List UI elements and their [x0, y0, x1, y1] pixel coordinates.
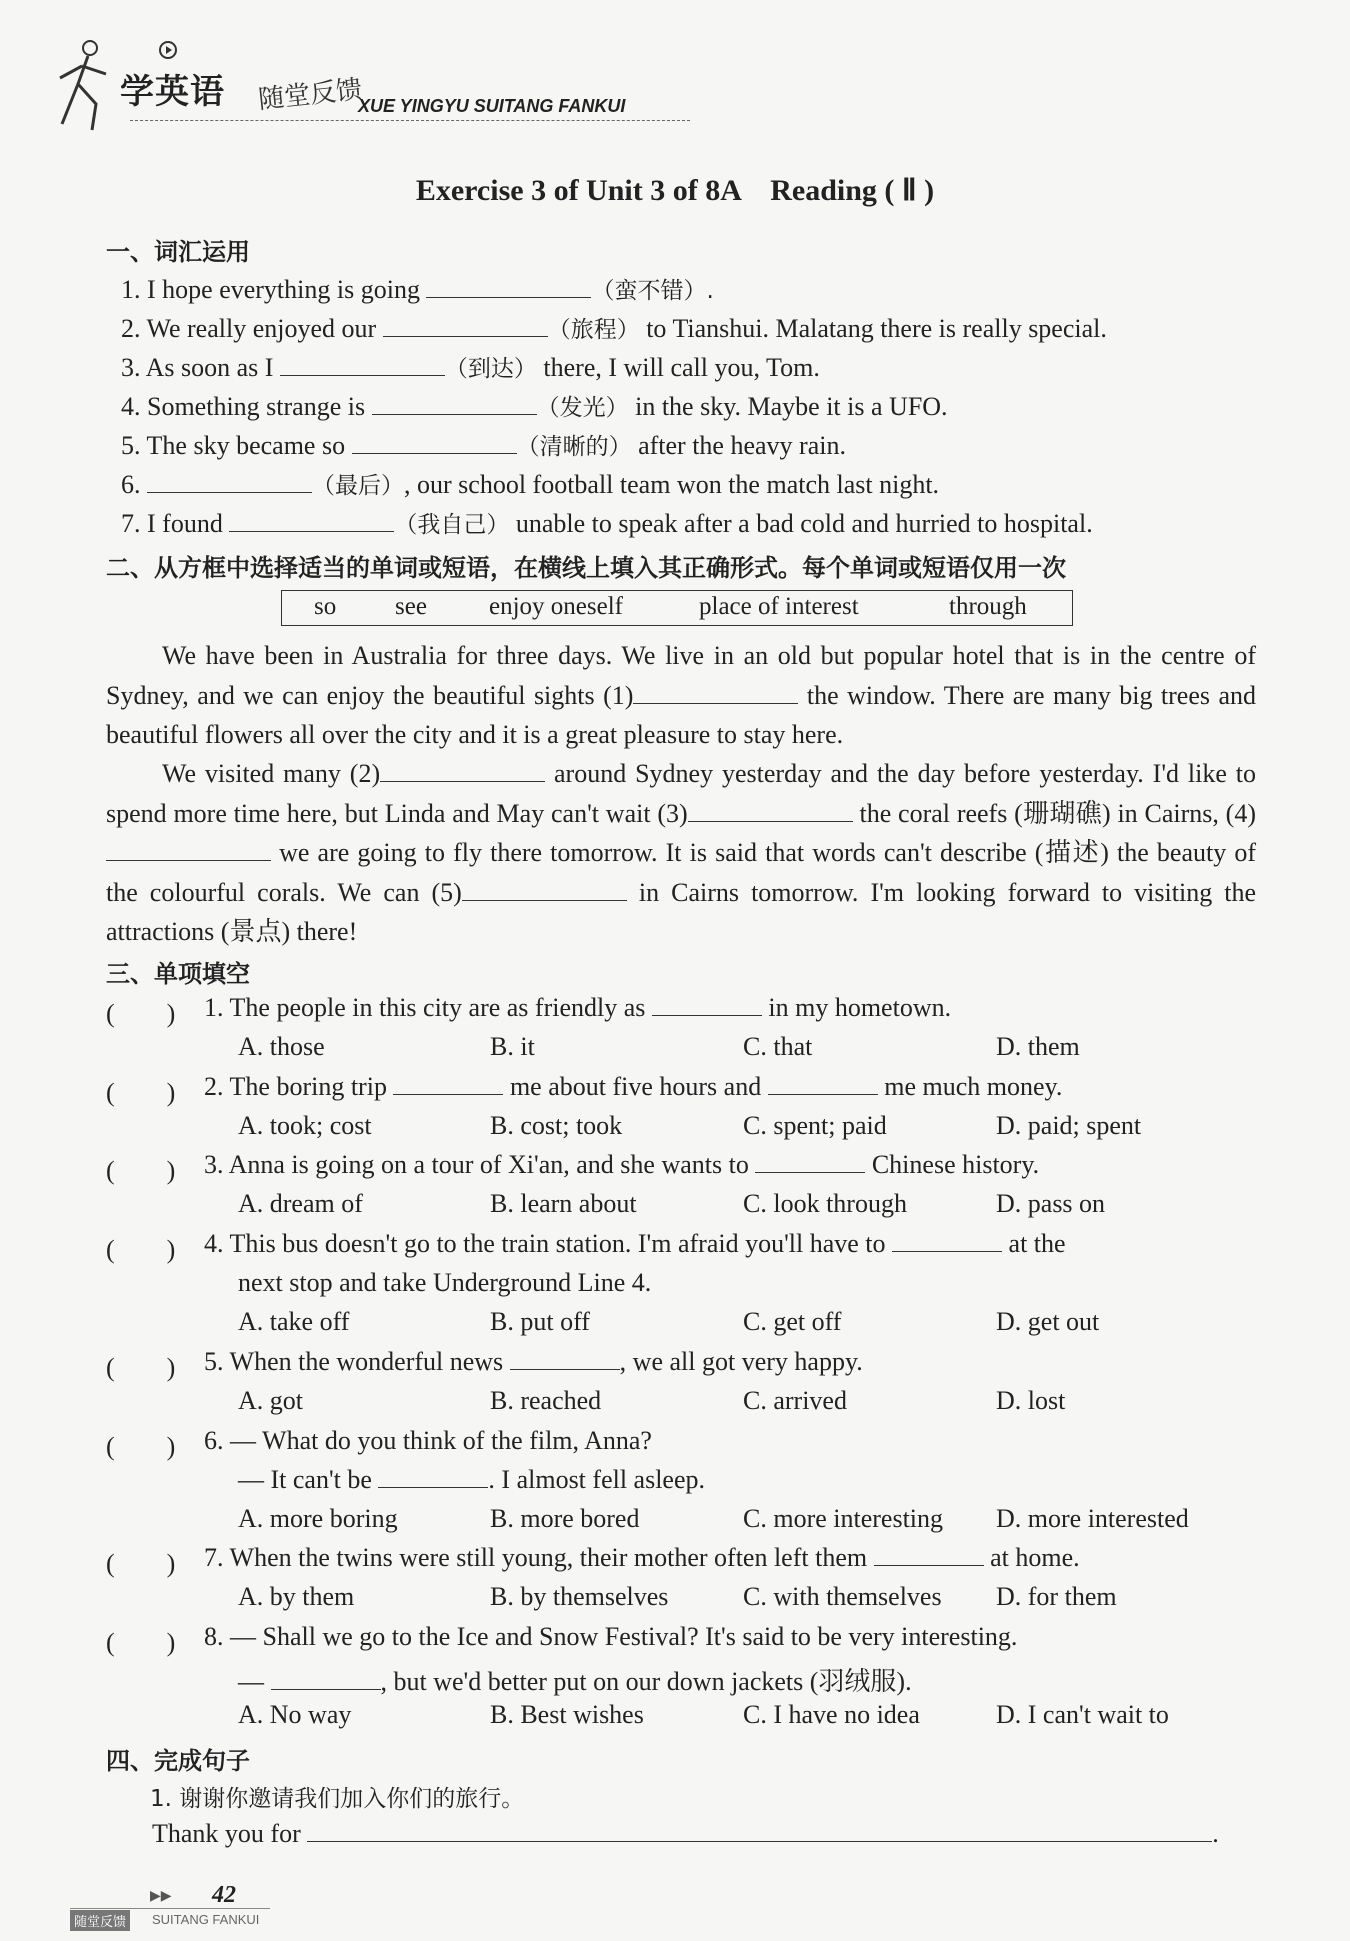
question-stem: me much money. — [877, 1072, 1063, 1101]
answer-blank[interactable] — [768, 1072, 878, 1095]
runner-logo-icon — [48, 34, 118, 134]
question-stem: at home. — [983, 1543, 1080, 1572]
answer-blank[interactable] — [892, 1229, 1002, 1252]
page-arrow-icon: ▶▶ — [150, 1888, 172, 1904]
option-b: B. more bored — [490, 1504, 640, 1533]
s1-item-6-text: 6. — [121, 470, 147, 499]
question-4-cont: next stop and take Underground Line 4. — [238, 1268, 652, 1297]
option-a: A. take off — [238, 1307, 350, 1336]
question-6: 6. — What do you think of the film, Anna? — [204, 1426, 652, 1455]
question-stem: , we all got very happy. — [619, 1347, 863, 1376]
word-box-item: place of interest — [699, 593, 859, 620]
answer-blank[interactable] — [229, 509, 394, 532]
s1-item-4 — [121, 389, 948, 422]
answer-blank[interactable] — [383, 314, 548, 337]
answer-blank[interactable] — [106, 838, 271, 861]
answer-paren[interactable]: ( ) — [106, 999, 176, 1028]
question-1 — [204, 993, 951, 1023]
answer-blank[interactable] — [652, 993, 762, 1016]
s4-item-1-en: Thank you for . — [152, 1819, 1219, 1848]
option-a: A. more boring — [238, 1504, 398, 1533]
play-icon — [158, 40, 178, 60]
passage-paragraph-2 — [106, 754, 1256, 952]
s1-item-5 — [121, 428, 846, 461]
question-stem: — — [238, 1667, 271, 1696]
blank-number: (4) — [1225, 798, 1256, 828]
answer-blank[interactable] — [380, 759, 545, 782]
option-b: B. it — [490, 1032, 535, 1061]
option-c: C. with themselves — [743, 1582, 942, 1611]
question-stem: 3. Anna is going on a tour of Xi'an, and she wants to — [204, 1150, 756, 1179]
answer-blank[interactable] — [147, 470, 312, 493]
s1-item-6-post: , our school football team won the match last night. — [404, 470, 940, 499]
footer-tag-en: SUITANG FANKUI — [152, 1912, 260, 1927]
blank-number: (3) — [657, 798, 688, 828]
option-b: B. cost; took — [490, 1111, 623, 1140]
question-8-cont — [238, 1661, 912, 1698]
answer-blank[interactable] — [393, 1072, 503, 1095]
question-stem: me about five hours and — [503, 1072, 768, 1101]
answer-paren[interactable]: ( ) — [106, 1549, 176, 1578]
passage-paragraph-1 — [106, 636, 1256, 755]
answer-blank[interactable] — [688, 799, 853, 822]
header-divider — [130, 120, 690, 121]
answer-blank[interactable] — [510, 1347, 620, 1370]
s4-item-1-cn-text: 1. 谢谢你邀请我们加入你们的旅行。 — [150, 1786, 525, 1812]
s1-item-3-text: 3. As soon as I — [121, 353, 280, 382]
answer-blank[interactable] — [633, 681, 798, 704]
section-3-heading: 三、单项填空 — [106, 960, 250, 988]
option-d: D. lost — [996, 1386, 1066, 1415]
option-d: D. them — [996, 1032, 1080, 1061]
passage-text: around Sydney yesterday and the day before yesterday. I'd like to spend more time here, but Linda and May can't wait — [106, 759, 1256, 828]
question-stem: . I almost fell asleep. — [488, 1465, 706, 1494]
blank-number: (2) — [349, 759, 381, 788]
option-b: B. put off — [490, 1307, 590, 1336]
answer-blank[interactable] — [352, 431, 517, 454]
page-title: Exercise 3 of Unit 3 of 8A Reading ( Ⅱ ) — [415, 174, 935, 207]
answer-paren[interactable]: ( ) — [106, 1156, 176, 1185]
passage-text: in Cairns tomorrow. I'm looking forward to visiting the attractions (景点) there! — [106, 877, 1257, 946]
blank-number: (5) — [431, 877, 462, 907]
answer-blank[interactable] — [271, 1667, 381, 1690]
question-5 — [204, 1347, 863, 1377]
option-b: B. Best wishes — [490, 1700, 644, 1729]
section-2-heading: 二、从方框中选择适当的单词或短语，在横线上填入其正确形式。每个单词或短语仅用一次 — [106, 554, 1066, 582]
question-8: 8. — Shall we go to the Ice and Snow Festival? It's said to be very interesting. — [204, 1622, 1018, 1651]
logo-pinyin: XUE YINGYU SUITANG FANKUI — [358, 96, 626, 116]
option-c: C. I have no idea — [743, 1700, 920, 1729]
footer-divider — [70, 1908, 270, 1909]
passage-text: We visited many — [162, 759, 350, 788]
option-a: A. dream of — [238, 1189, 363, 1218]
option-d: D. paid; spent — [996, 1111, 1142, 1140]
answer-paren[interactable]: ( ) — [106, 1432, 176, 1461]
option-b: B. learn about — [490, 1189, 637, 1218]
page-number: 42 — [212, 1882, 236, 1908]
word-box-item: enjoy oneself — [489, 593, 623, 620]
question-stem: 7. When the twins were still young, their mother often left them — [204, 1543, 874, 1572]
s1-item-2-post: to Tianshui. Malatang there is really special. — [639, 314, 1107, 343]
option-d: D. I can't wait to — [996, 1700, 1169, 1729]
option-a: A. got — [238, 1386, 303, 1415]
answer-line[interactable] — [307, 1819, 1212, 1842]
answer-blank[interactable] — [372, 392, 537, 415]
s1-item-7 — [121, 506, 1093, 539]
passage-text: the coral reefs (珊瑚礁) in Cairns, — [852, 798, 1226, 828]
answer-blank[interactable] — [426, 275, 591, 298]
option-c: C. get off — [743, 1307, 842, 1336]
word-box-item: so — [314, 593, 337, 620]
option-d: D. get out — [996, 1307, 1100, 1336]
option-a: A. by them — [238, 1582, 355, 1611]
blank-number: (1) — [603, 680, 634, 710]
s1-item-3-post: there, I will call you, Tom. — [536, 353, 820, 382]
s1-item-7-text: 7. I found — [121, 509, 230, 538]
question-stem: , but we'd better put on our down jackets (羽绒服). — [380, 1667, 912, 1696]
option-a: A. those — [238, 1032, 325, 1061]
option-c: C. more interesting — [743, 1504, 944, 1533]
s1-item-5-hint: （清晰的） — [516, 434, 632, 460]
s1-item-5-post: after the heavy rain. — [631, 431, 846, 460]
s1-item-2-text: 2. We really enjoyed our — [121, 314, 383, 343]
question-stem: 2. The boring trip — [204, 1072, 394, 1101]
s4-item-1-en-text: Thank you for — [152, 1819, 308, 1848]
header — [40, 28, 680, 138]
option-c: C. spent; paid — [743, 1111, 887, 1140]
question-4 — [204, 1229, 1066, 1259]
option-a: A. No way — [238, 1700, 352, 1729]
word-box — [281, 590, 1073, 626]
s1-item-4-hint: （发光） — [536, 395, 629, 421]
option-b: B. reached — [490, 1386, 602, 1415]
option-c: C. that — [743, 1032, 813, 1061]
question-6-cont — [238, 1465, 705, 1495]
question-3 — [204, 1150, 1039, 1180]
answer-paren[interactable]: ( ) — [106, 1353, 176, 1382]
s1-item-1-hint: （蛮不错）. — [591, 278, 714, 304]
s1-item-5-text: 5. The sky became so — [121, 431, 352, 460]
option-d: D. for them — [996, 1582, 1117, 1611]
answer-blank[interactable] — [755, 1150, 865, 1173]
question-2 — [204, 1072, 1062, 1102]
answer-blank[interactable] — [378, 1465, 488, 1488]
s1-item-3 — [121, 350, 820, 383]
option-b: B. by themselves — [490, 1582, 669, 1611]
answer-blank[interactable] — [280, 353, 445, 376]
question-stem: 1. The people in this city are as friendly as — [204, 993, 652, 1022]
s1-item-3-hint: （到达） — [444, 356, 537, 382]
s1-item-6-hint: （最后） — [312, 473, 404, 499]
s1-item-1 — [121, 272, 714, 305]
answer-blank[interactable] — [462, 878, 627, 901]
option-d: D. pass on — [996, 1189, 1106, 1218]
s1-item-7-hint: （我自己） — [394, 512, 510, 538]
s1-item-4-text: 4. Something strange is — [121, 392, 372, 421]
footer-tag: 随堂反馈 — [70, 1910, 130, 1931]
answer-paren[interactable]: ( ) — [106, 1235, 176, 1264]
option-d: D. more interested — [996, 1504, 1189, 1533]
s1-item-2-hint: （旅程） — [547, 317, 640, 343]
question-stem: Chinese history. — [865, 1150, 1040, 1179]
question-stem: in my hometown. — [761, 993, 952, 1022]
passage-text: we are going to fly there tomorrow. It is said that words can't describe (描述) the beauty of the colourful corals. We can — [106, 838, 1256, 907]
option-c: C. arrived — [743, 1386, 847, 1415]
word-box-item: through — [949, 593, 1027, 620]
s1-item-2 — [121, 311, 1107, 344]
logo-subtitle: 随堂反馈 — [256, 74, 364, 116]
passage-text: the window. There are many big trees and beautiful flowers all over the city and it is a great pleasure to stay here. — [106, 680, 1256, 749]
s1-item-6 — [121, 467, 939, 500]
answer-paren[interactable]: ( ) — [106, 1628, 176, 1657]
logo-title: 学英语 — [120, 72, 225, 112]
section-4-heading: 四、完成句子 — [106, 1747, 250, 1775]
question-stem: 5. When the wonderful news — [204, 1347, 510, 1376]
section-1-heading: 一、词汇运用 — [106, 238, 250, 266]
s4-item-1-cn — [150, 1780, 524, 1813]
option-a: A. took; cost — [238, 1111, 372, 1140]
s1-item-1-text: 1. I hope everything is going — [121, 275, 427, 304]
passage-text: We have been in Australia for three days. We live in an old but popular hotel that is in the centre of Sydney, and we can enjoy the beautiful sights — [106, 641, 1256, 710]
answer-paren[interactable]: ( ) — [106, 1078, 176, 1107]
answer-blank[interactable] — [874, 1543, 984, 1566]
s1-item-4-post: in the sky. Maybe it is a UFO. — [628, 392, 948, 421]
question-7 — [204, 1543, 1080, 1573]
question-stem: — It can't be — [238, 1465, 379, 1494]
word-box-item: see — [395, 593, 427, 620]
option-c: C. look through — [743, 1189, 907, 1218]
question-stem: at the — [1002, 1229, 1066, 1258]
s1-item-7-post: unable to speak after a bad cold and hurried to hospital. — [509, 509, 1093, 538]
question-stem: 4. This bus doesn't go to the train station. I'm afraid you'll have to — [204, 1229, 893, 1258]
